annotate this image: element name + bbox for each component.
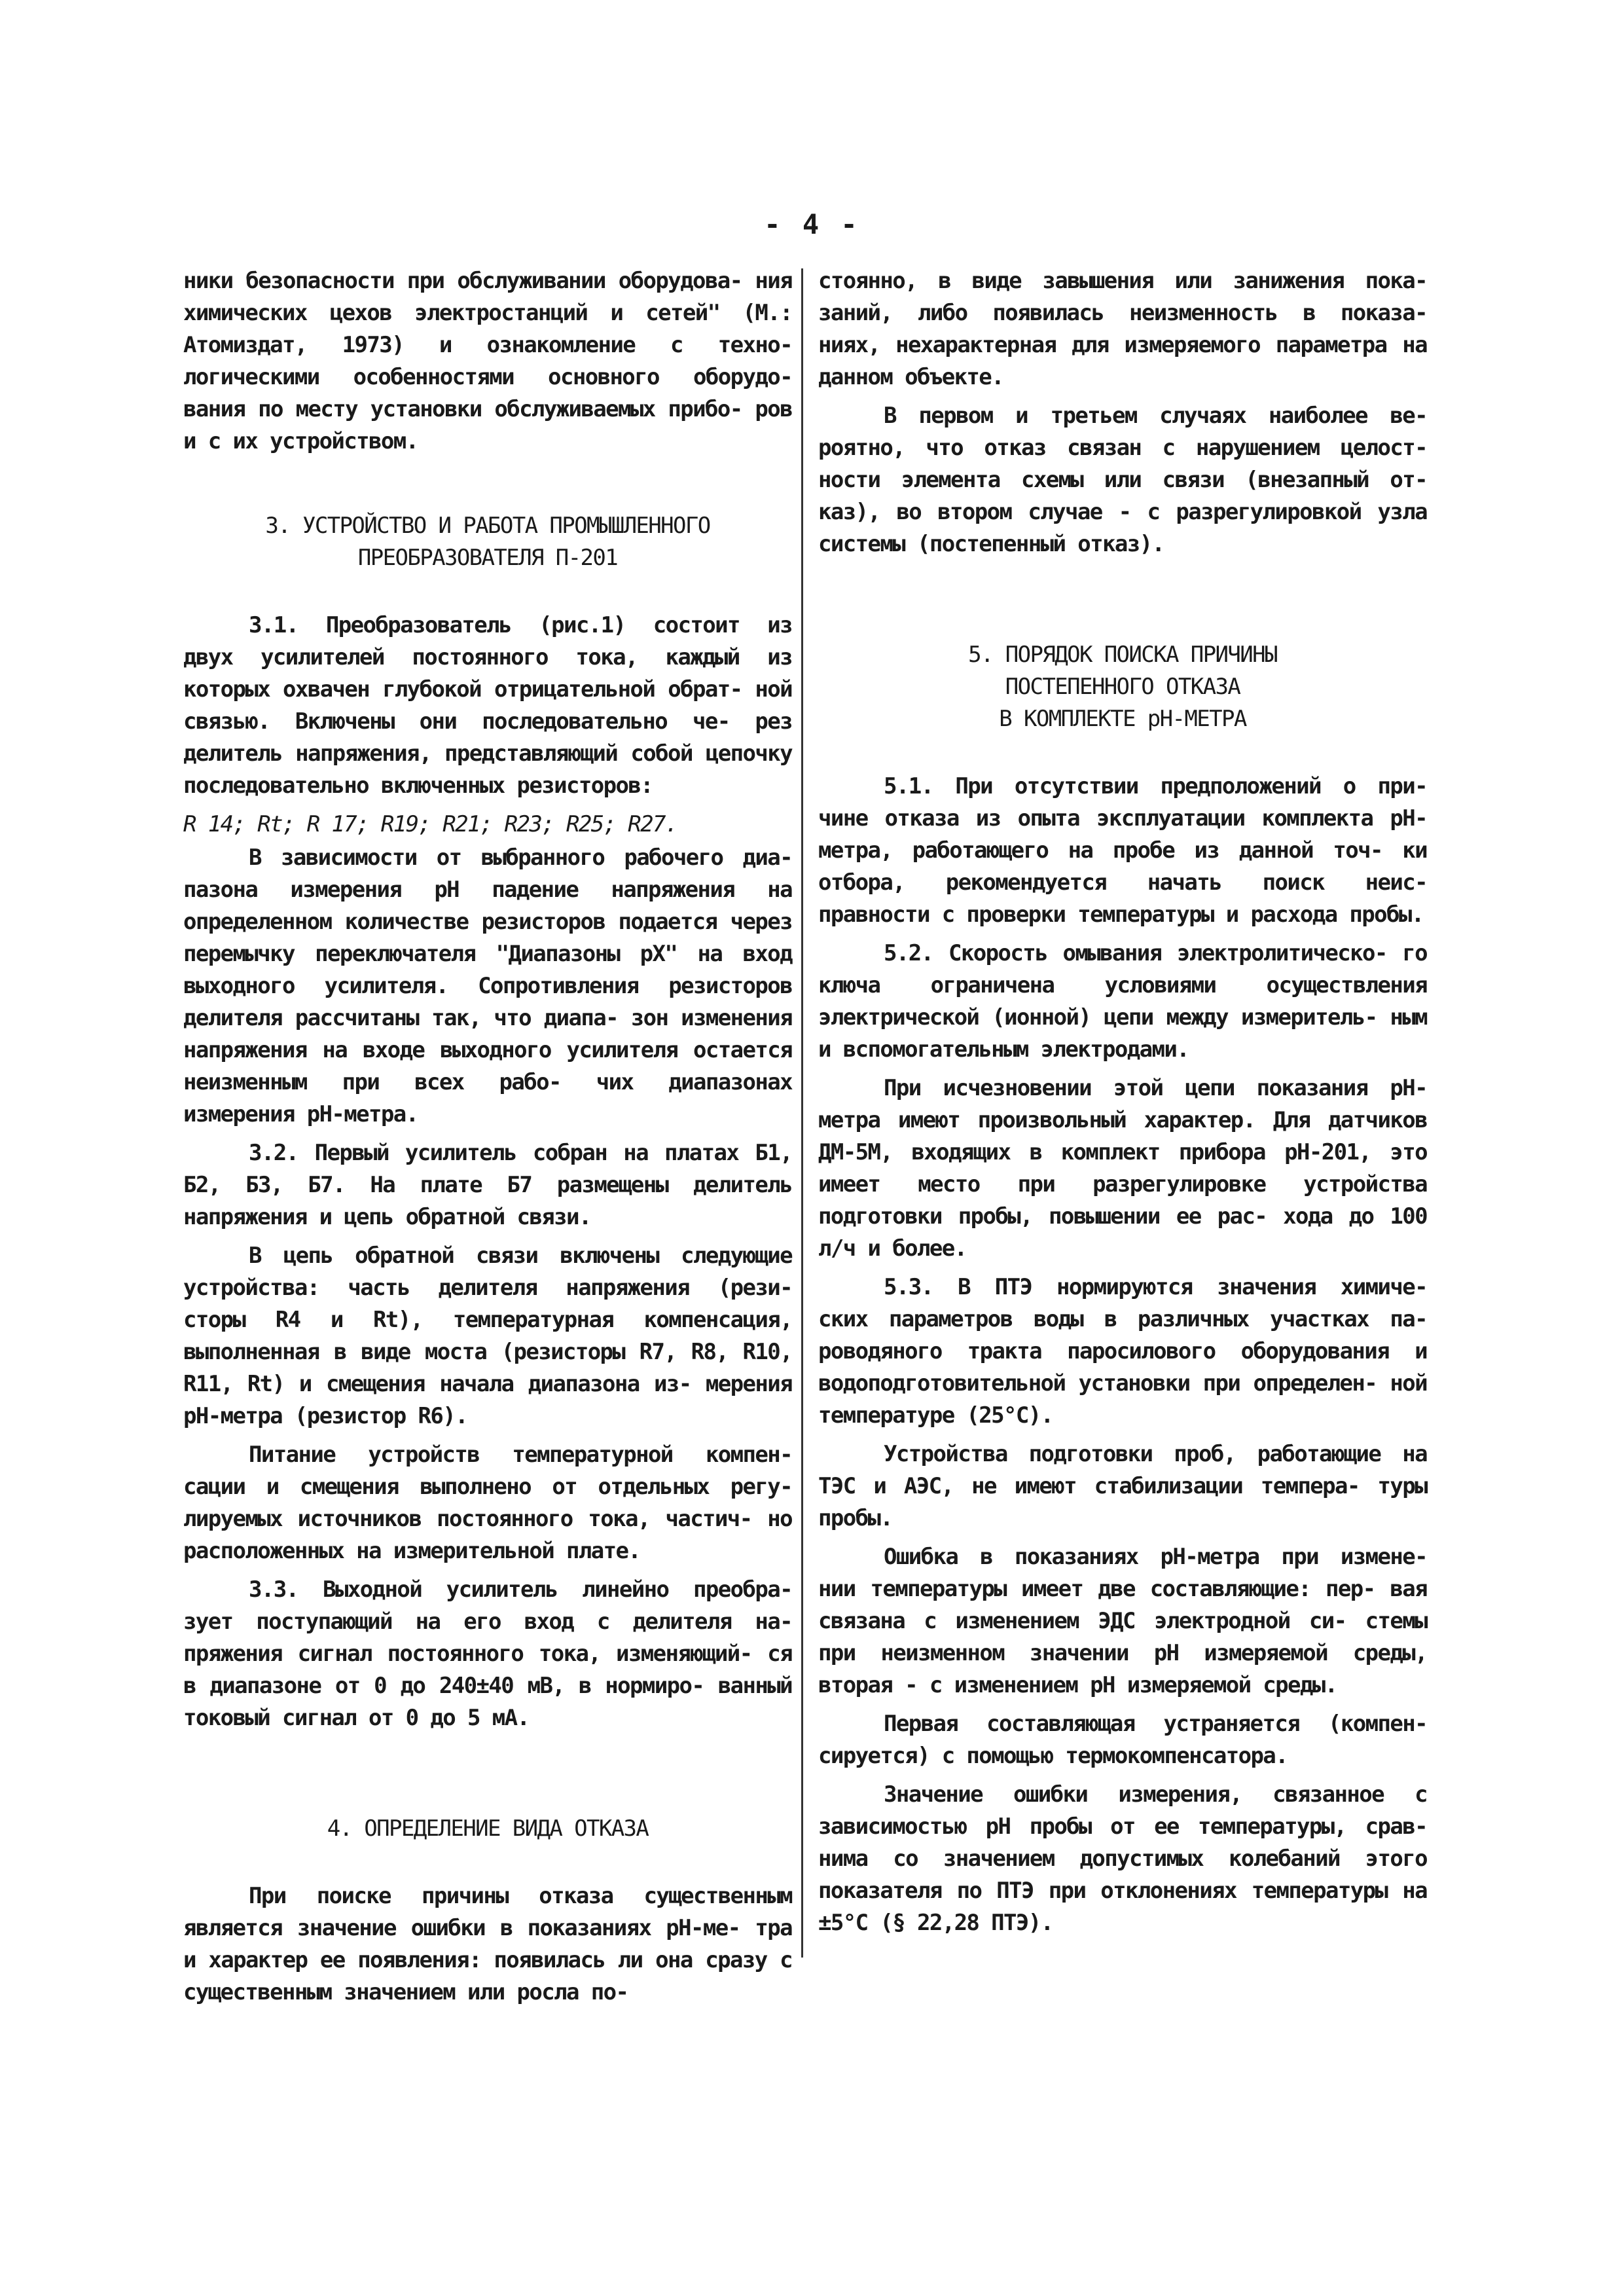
paragraph-3-1: 3.1. Преобразователь (рис.1) состоит из двух усилителей постоянного тока, каждый из которых охвачен глубокой отрицательной обрат- ной связью. Включены они последовательно че- рез делитель напряжения, представляющий собой цепочку последовательно включенных резисторов: — [183, 612, 792, 799]
page-number: - 4 - — [764, 208, 860, 240]
section-3-heading — [183, 510, 792, 574]
section-4-heading: 4. ОПРЕДЕЛЕНИЕ ВИДА ОТКАЗА — [327, 1815, 649, 1842]
right-column — [818, 265, 1427, 1946]
paragraph-continuation-2: В первом и третьем случаях наиболее ве- роятно, что отказ связан с нарушением целост- ности элемента схемы или связи (внезапный от- каз), во втором случае - с разрегулировкой узла системы (постепенный отказ). — [818, 403, 1427, 557]
paragraph-5-3e: Значение ошибки измерения, связанное с зависимостью pH пробы от ее температуры, срав- нима со значением допустимых колебаний этого показателя по ПТЭ при отклонениях температуры на ±5°С (§ 22,28 ПТЭ). — [818, 1781, 1427, 1936]
paragraph-5-2b: При исчезновении этой цепи показания pH-метра имеют произвольный характер. Для датчиков ДМ-5М, входящих в комплект прибора pH-201, это имеет место при разрегулировке устройства подготовки пробы, повышении ее рас- хода до 100 л/ч и более. — [818, 1075, 1427, 1262]
paragraph-5-3b: Устройства подготовки проб, работающие на ТЭС и АЭС, не имеют стабилизации темпера- туры пробы. — [818, 1441, 1427, 1531]
paragraph-5-2: 5.2. Скорость омывания электролитическо- го ключа ограничена условиями осуществления электрической (ионной) цепи между измеритель- ным и вспомогательным электродами. — [818, 940, 1427, 1063]
section-3-heading-line2: ПРЕОБРАЗОВАТЕЛЯ П-201 — [357, 545, 618, 571]
paragraph-5-3: 5.3. В ПТЭ нормируются значения химиче- ских параметров воды в различных участках па- роводяного тракта паросилового оборудования и водоподготовительной установки при определен- ной температуре (25°С). — [818, 1274, 1427, 1429]
section-3-heading-line1: 3. УСТРОЙСТВО И РАБОТА ПРОМЫШЛЕННОГО — [265, 513, 710, 539]
section-5-heading-line2: ПОСТЕПЕННОГО ОТКАЗА — [1005, 674, 1240, 700]
paragraph-5-3c: Ошибка в показаниях pH-метра при измене- нии температуры имеет две составляющие: пер- вая связана с изменением ЭДС электродной си- стемы при неизменном значении pH измеряемой среды, вторая - с изменением pH измеряемой среды. — [818, 1544, 1427, 1698]
paragraph-3-2b: В цепь обратной связи включены следующие устройства: часть делителя напряжения (рези- сторы R4 и Rt), температурная компенсация, выполненная в виде моста (резисторы R7, R8, R10, R11, Rt) и смещения начала диапазона из- мерения pH-метра (резистор R6). — [183, 1243, 792, 1429]
section-5-heading-line3: В КОМПЛЕКТЕ pH-МЕТРА — [999, 706, 1246, 732]
section-5-heading-line1: 5. ПОРЯДОК ПОИСКА ПРИЧИНЫ — [968, 642, 1277, 668]
section-5-heading — [818, 639, 1427, 735]
paragraph-3-3: 3.3. Выходной усилитель линейно преобра- зует поступающий на его вход с делителя на- пряжения сигнал постоянного тока, изменяющий- ся в диапазоне от 0 до 240±40 мВ, в нормиро- ванный токовый сигнал от 0 до 5 мА. — [183, 1576, 792, 1731]
paragraph-continuation: стоянно, в виде завышения или занижения пока- заний, либо появилась неизменность в показа- ниях, нехарактерная для измеряемого параметра на данном объекте. — [818, 268, 1427, 390]
paragraph-5-3d: Первая составляющая устраняется (компен- сируется) с помощью термокомпенсатора. — [818, 1711, 1427, 1769]
resistor-formula: R 14; Rt; R 17; R19; R21; R23; R25; R27. — [183, 811, 677, 837]
paragraph-5-1: 5.1. При отсутствии предположений о при- чине отказа из опыта эксплуатации комплекта pH-метра, работающего на пробе из данной точ- ки отбора, рекомендуется начать поиск неис- правности с проверки температуры и расхода пробы. — [818, 773, 1427, 928]
paragraph-4: При поиске причины отказа существенным является значение ошибки в показаниях pH-ме- тра и характер ее появления: появилась ли она сразу с существенным значением или росла по- — [183, 1883, 792, 2005]
paragraph-3-2: 3.2. Первый усилитель собран на платах Б1, Б2, Б3, Б7. На плате Б7 размещены делитель напряжения и цепь обратной связи. — [183, 1140, 792, 1230]
left-column — [183, 265, 792, 2015]
column-divider — [801, 268, 803, 1958]
paragraph-intro: ники безопасности при обслуживании оборудова- ния химических цехов электростанций и сетей" (М.: Атомиздат, 1973) и ознакомление с техно- логическими особенностями основного оборудо- вания по месту установки обслуживаемых прибо- ров и с их устройством. — [183, 268, 792, 454]
paragraph-3-1b: В зависимости от выбранного рабочего диа- пазона измерения pH падение напряжения на определенном количестве резисторов подается через перемычку переключателя "Диапазоны pX" на вход выходного усилителя. Сопротивления резисторов делителя рассчитаны так, что диапа- зон изменения напряжения на входе выходного усилителя остается неизменным при всех рабо- чих диапазонах измерения pH-метра. — [183, 845, 792, 1127]
paragraph-3-2c: Питание устройств температурной компен- сации и смещения выполнено от отдельных регу- лируемых источников постоянного тока, частич- но расположенных на измерительной плате. — [183, 1442, 792, 1564]
